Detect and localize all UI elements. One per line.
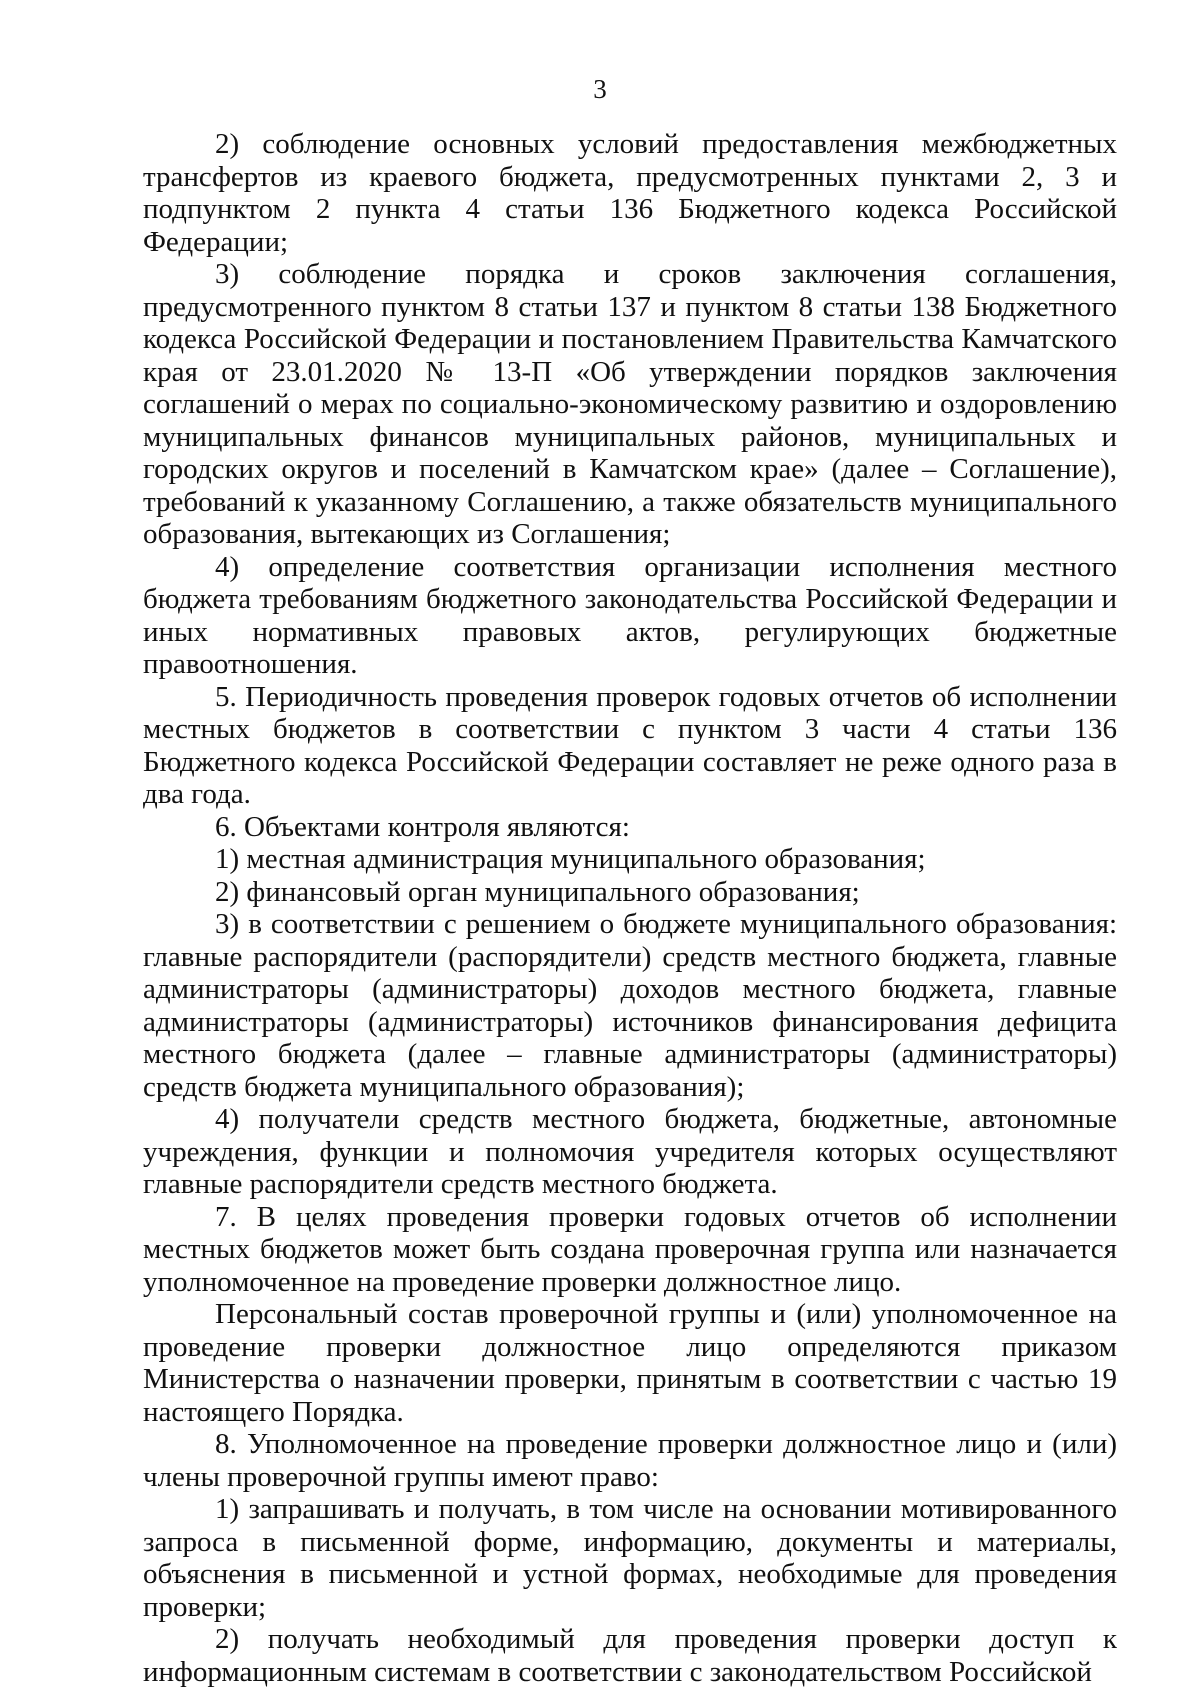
paragraph-3-agreement-procedure: 3) соблюдение порядка и сроков заключения соглашения, предусмотренного пунктом 8 статьи 137 и пунктом 8 статьи 138 Бюджетного кодекса Российской Федерации и постановлением Правительства Камчатского края от 23.01.2020 № 13-П «Об утверждении порядков заключения соглашений о мерах по социально-экономическому развитию и оздоровлению муниципальных финансов муниципальных районов, муниципальных и городских округов и поселений в Камчатском крае» (далее – Соглашение), требований к указанному Соглашению, а также обязательств муниципального образования, вытекающих из Соглашения;	[143, 258, 1117, 550]
paragraph-group-composition: Персональный состав проверочной группы и (или) уполномоченное на проведение проверки должностное лицо определяются приказом Министерства о назначении проверки, принятым в соответствии с частью 19 настоящего Порядка.	[143, 1298, 1117, 1428]
paragraph-7-verification-group: 7. В целях проведения проверки годовых отчетов об исполнении местных бюджетов может быть создана проверочная группа или назначается уполномоченное на проведение проверки должностное лицо.	[143, 1200, 1117, 1298]
list-item-system-access: 2) получать необходимый для проведения проверки доступ к информационным системам в соответствии с законодательством Российской	[143, 1623, 1117, 1688]
list-item-budget-administrators: 3) в соответствии с решением о бюджете муниципального образования: главные распорядители (распорядители) средств местного бюджета, главные администраторы (администраторы) доходов местного бюджета, главные администраторы (администраторы) источников финансирования дефицита местного бюджета (далее – главные администраторы (администраторы) средств бюджета муниципального образования);	[143, 908, 1117, 1103]
paragraph-4-budget-compliance: 4) определение соответствия организации исполнения местного бюджета требованиям бюджетного законодательства Российской Федерации и иных нормативных правовых актов, регулирующих бюджетные правоотношения.	[143, 550, 1117, 680]
list-item-financial-body: 2) финансовый орган муниципального образования;	[215, 875, 860, 908]
paragraph-2-budget-transfer-conditions: 2) соблюдение основных условий предоставления межбюджетных трансфертов из краевого бюджета, предусмотренных пунктами 2, 3 и подпунктом 2 пункта 4 статьи 136 Бюджетного кодекса Российской Федерации;	[143, 128, 1117, 258]
paragraph-5-check-frequency: 5. Периодичность проведения проверок годовых отчетов об исполнении местных бюджетов в соответствии с пунктом 3 части 4 статьи 136 Бюджетного кодекса Российской Федерации составляет не реже одного раза в два года.	[143, 680, 1117, 810]
list-item-budget-recipients: 4) получатели средств местного бюджета, бюджетные, автономные учреждения, функции и полномочия учредителя которых осуществляют главные распорядители средств местного бюджета.	[143, 1103, 1117, 1200]
page-number: 3	[593, 74, 607, 104]
list-item-local-administration: 1) местная администрация муниципального образования;	[215, 843, 926, 875]
paragraph-6-control-objects: 6. Объектами контроля являются:	[215, 810, 630, 843]
document-body	[143, 128, 1117, 1688]
paragraph-8-rights: 8. Уполномоченное на проведение проверки должностное лицо и (или) члены проверочной группы имеют право:	[143, 1428, 1117, 1493]
list-item-request-information: 1) запрашивать и получать, в том числе на основании мотивированного запроса в письменной форме, информацию, документы и материалы, объяснения в письменной и устной формах, необходимые для проведения проверки;	[143, 1493, 1117, 1623]
